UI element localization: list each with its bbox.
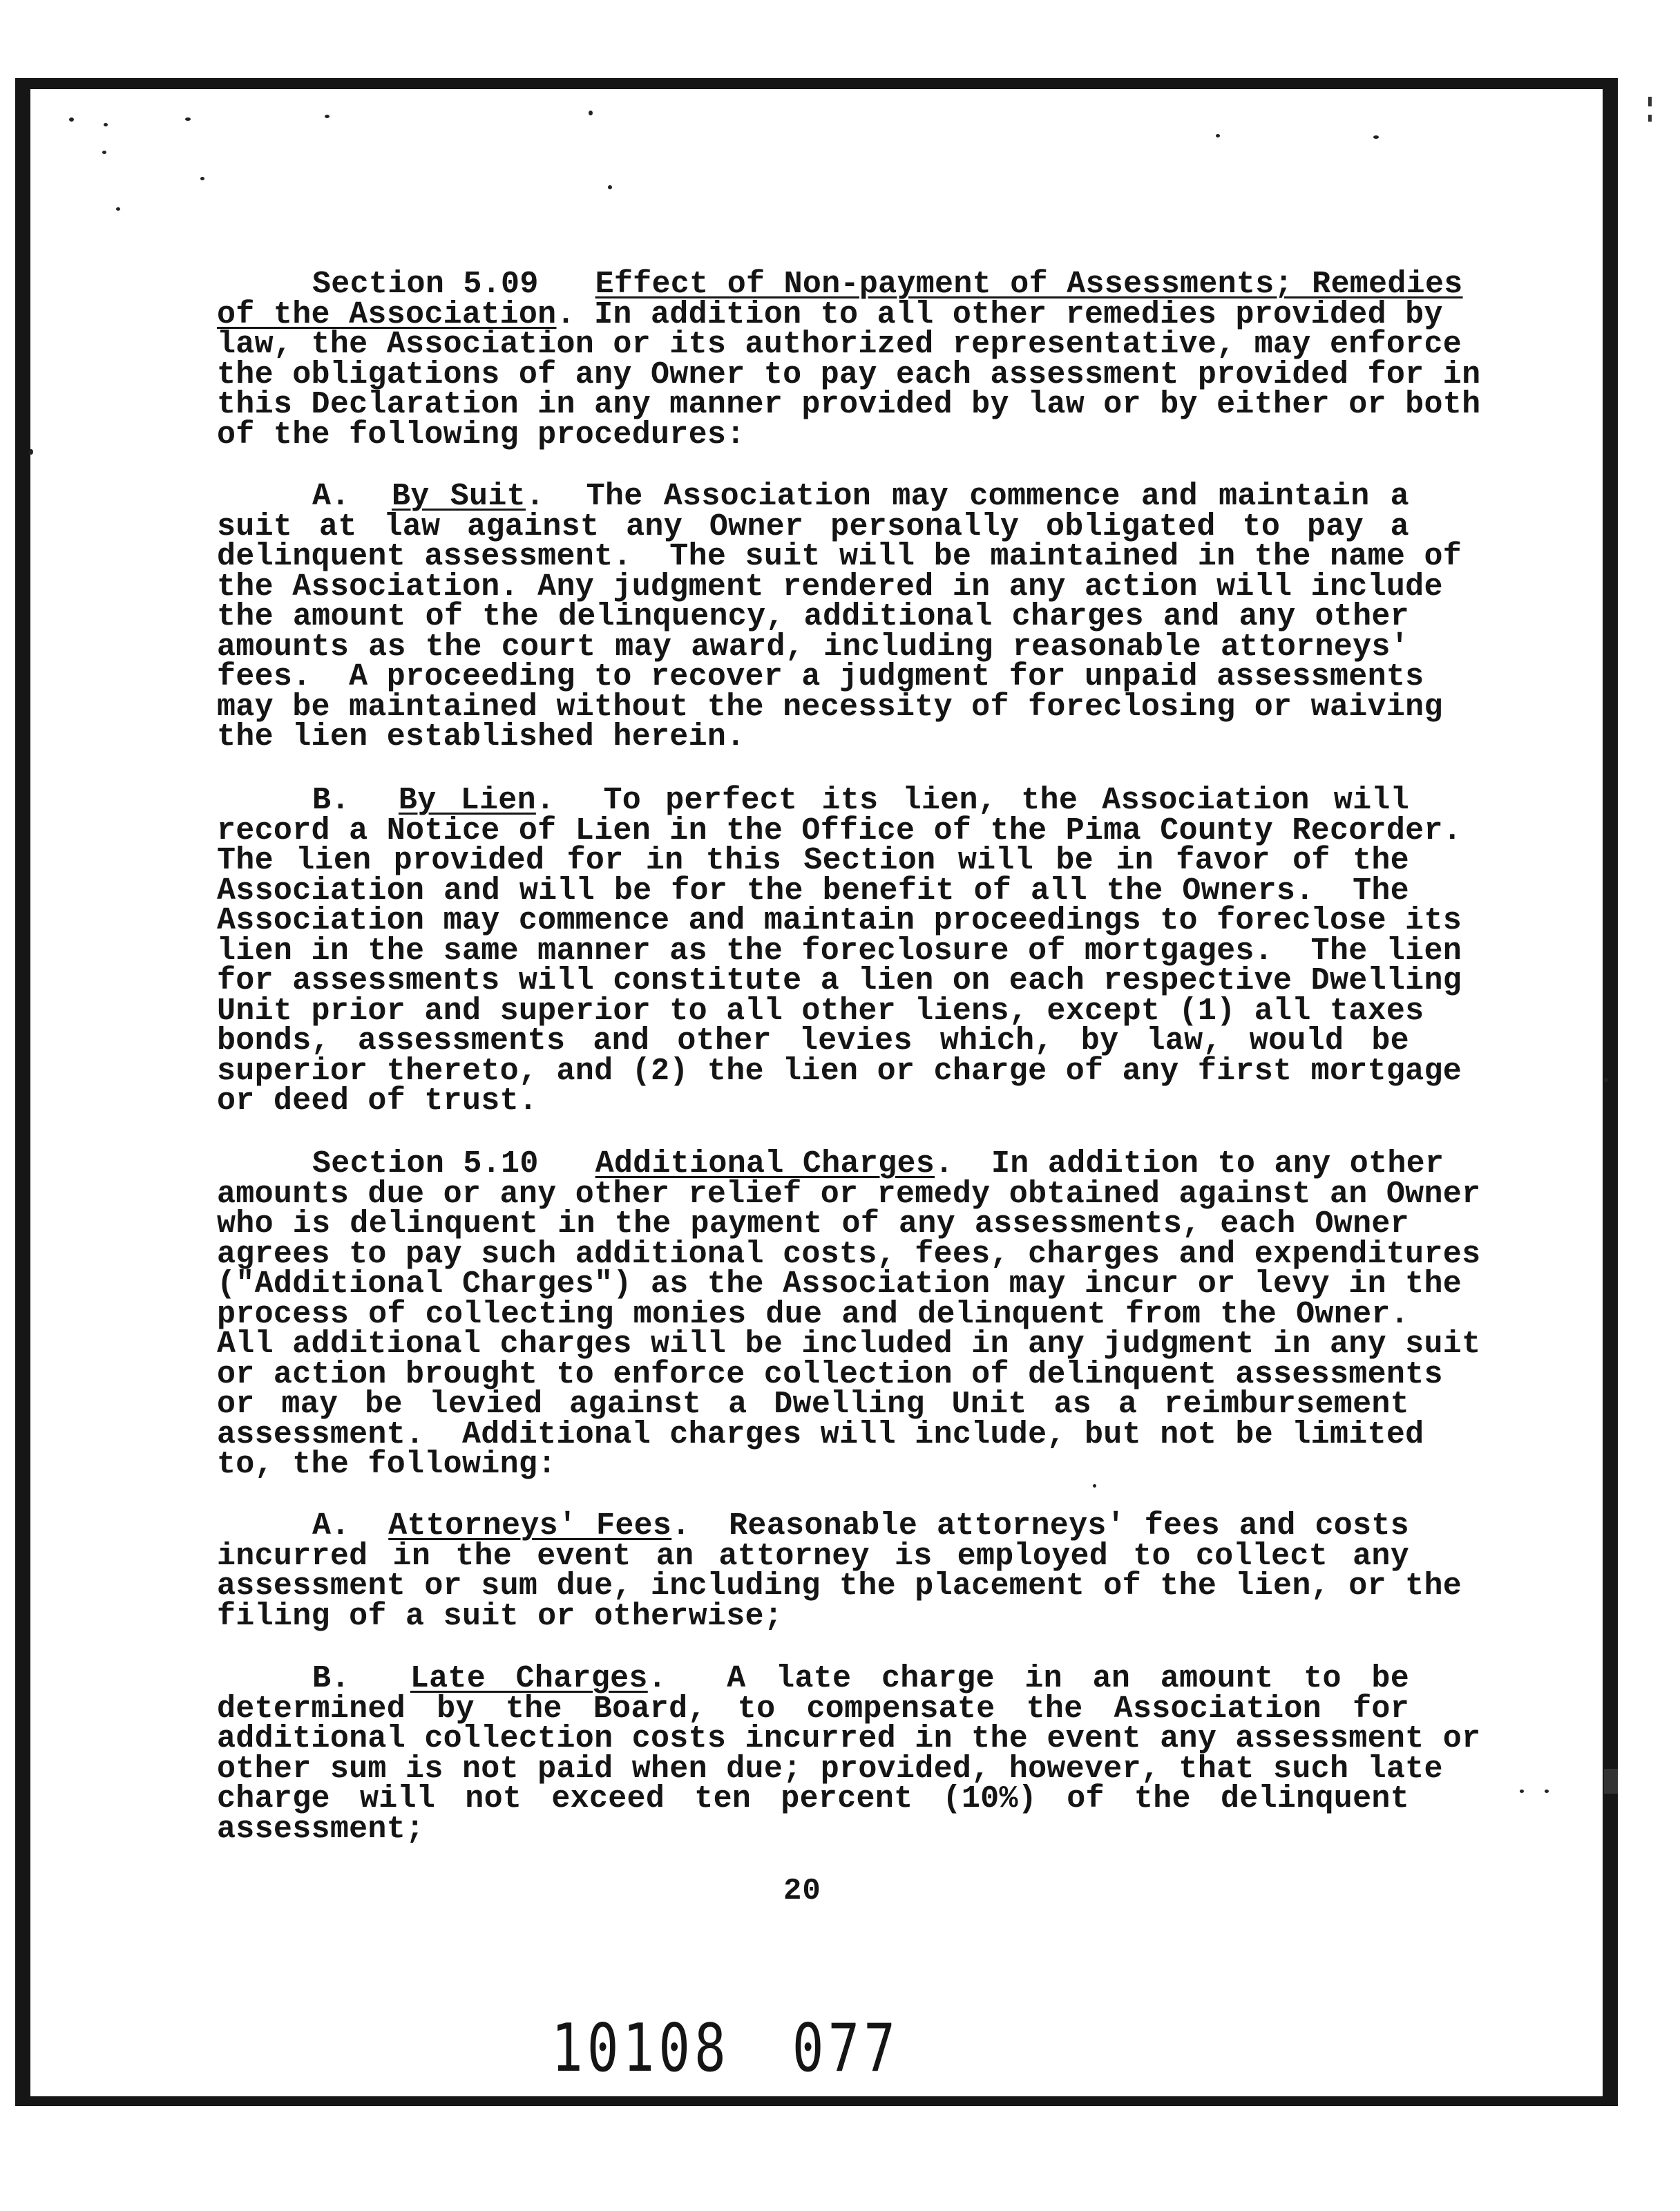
item-by-suit: A. By Suit. The Association may commence and maintain a suit at law against any Owner personally obligated to pay a delinquent assessment. The suit will be maintained in the name of the Association. Any judgment rendered in any action will include the amount of the delinquency, additional charges and any other amounts as the court may award, including reasonable attorneys' fees. A proceeding to recover a judgment for unpaid assessments may be maintained without the necessity of foreclosing or waiving the lien established herein. xyxy=(217,479,1462,755)
section-5-10: Section 5.10 Additional Charges. In addition to any other amounts due or any other relief or remedy obtained against an Owner who is delinquent in the payment of any assessments, each Owner agrees to pay such additional costs, fees, charges and expenditures ("Additional Charges") as the Association may incur or levy in the process of collecting monies due and delinquent from the Owner. All additional charges will be included in any judgment in any suit or action brought to enforce collection of delinquent assessments or may be levied against a Dwelling Unit as a reimbursement assessment. Additional charges will include, but not be limited to, the following: xyxy=(217,1146,1481,1482)
scan-speck xyxy=(1093,1484,1096,1488)
section-title: Additional Charges xyxy=(595,1146,935,1182)
section-number: Section 5.09 xyxy=(312,267,539,302)
scan-speck xyxy=(1373,135,1379,139)
item-attorneys-fees: A. Attorneys' Fees. Reasonable attorneys' fees and costs incurred in the event an attorney is employed to collect any assessment or sum due, including the placement of the lien, or the filing of a suit or otherwise; xyxy=(217,1508,1462,1634)
item-marker: B. xyxy=(312,1661,350,1696)
recorder-stamp xyxy=(551,2009,899,2086)
scan-speck xyxy=(69,117,74,122)
scan-speck xyxy=(1545,1790,1549,1793)
item-heading: Late Charges xyxy=(410,1661,648,1696)
stamp-book: 10108 xyxy=(551,2009,730,2087)
section-title: Effect of Non-payment of Assessments; Remedies xyxy=(595,267,1463,302)
scan-speck xyxy=(185,117,191,121)
item-marker: A. xyxy=(312,479,350,514)
item-heading: By Lien xyxy=(398,783,536,818)
scan-speck xyxy=(29,449,33,455)
scan-speck xyxy=(102,151,106,154)
scan-speck xyxy=(1520,1790,1524,1793)
scan-speck xyxy=(325,115,330,118)
scan-speck xyxy=(104,123,108,126)
scan-edge-mark xyxy=(1604,1769,1618,1794)
item-heading: Attorneys' Fees xyxy=(388,1508,672,1544)
item-late-charges: B. Late Charges. A late charge in an amount to be determined by the Board, to compensate the Association for additional collection costs incurred in the event any assessment or other sum is not paid when due; provided, however, that such late charge will not exceed ten percent (10%) of the delinquent assessment; xyxy=(217,1661,1481,1847)
scan-edge-mark xyxy=(1648,97,1652,106)
scan-speck xyxy=(200,177,204,180)
section-5-09: Section 5.09 Effect of Non-payment of Assessments; Remedies of the Association. In addition to all other remedies provided by law, the Association or its authorized representative, may enforce the obligations of any Owner to pay each assessment provided for in this Declaration in any manner provided by law or by either or both of the following procedures: xyxy=(217,267,1481,453)
stamp-page: 077 xyxy=(792,2009,900,2087)
scan-speck xyxy=(116,207,120,211)
item-marker: B. xyxy=(312,783,350,818)
item-by-lien: B. By Lien. To perfect its lien, the Association will record a Notice of Lien in the Office of the Pima County Recorder. The lien provided for in this Section will be in favor of the Association and will be for the benefit of all the Owners. The Association may commence and maintain proceedings to foreclose its lien in the same manner as the foreclosure of mortgages. The lien for assessments will constitute a lien on each respective Dwelling Unit prior and superior to all other liens, except (1) all taxes bonds, assessments and other levies which, by law, would be superior thereto, and (2) the lien or charge of any first mortgage or deed of trust. xyxy=(217,783,1462,1119)
scan-speck xyxy=(1216,134,1220,137)
scan-edge-mark xyxy=(1648,115,1652,122)
section-number: Section 5.10 xyxy=(312,1146,539,1182)
item-marker: A. xyxy=(312,1508,350,1544)
scan-speck xyxy=(1604,1078,1608,1082)
page-number: 20 xyxy=(783,1874,821,1908)
scan-speck xyxy=(608,185,612,189)
item-heading: By Suit xyxy=(391,479,526,514)
section-title-cont: of the Association xyxy=(217,296,557,332)
scan-speck xyxy=(589,111,593,115)
